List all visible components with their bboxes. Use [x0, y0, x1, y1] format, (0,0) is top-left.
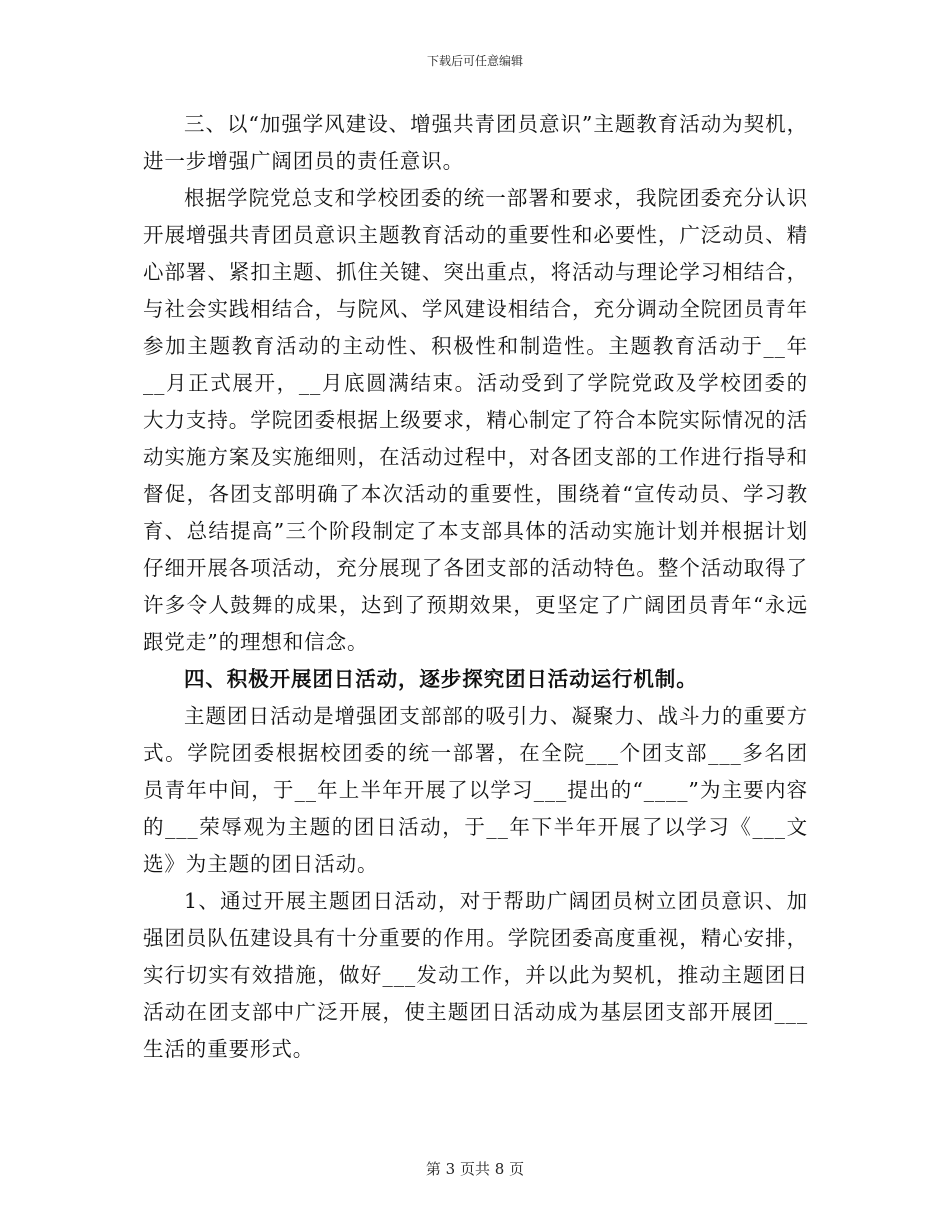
- page-header: 下载后可任意编辑: [426, 54, 523, 68]
- page-footer: 第 3 页共 8 页: [425, 1160, 525, 1178]
- body-text: [143, 106, 808, 1068]
- paragraph: 1、通过开展主题团日活动，对于帮助广阔团员树立团员意识、加强团员队伍建设具有十分重要的作用。学院团委高度重视，精心安排，实行切实有效措施，做好___发动工作，并以此为契机，推动主题团日活动在团支部中广泛开展，使主题团日活动成为基层团支部开展团___生活的重要形式。: [143, 889, 808, 1061]
- section-heading-4: 四、积极开展团日活动，逐步探究团日活动运行机制。: [184, 667, 698, 691]
- paragraph: 主题团日活动是增强团支部部的吸引力、凝聚力、战斗力的重要方式。学院团委根据校团委的统一部署，在全院___个团支部___多名团员青年中间，于__年上半年开展了以学习___提出的“____”为主要内容的___荣辱观为主题的团日活动，于__年下半年开展了以学习《___文选》为主题的团日活动。: [143, 704, 808, 876]
- paragraph: 根据学院党总支和学校团委的统一部署和要求，我院团委充分认识开展增强共青团员意识主题教育活动的重要性和必要性，广泛动员、精心部署、紧扣主题、抓住关键、突出重点，将活动与理论学习相结合，与社会实践相结合，与院风、学风建设相结合，充分调动全院团员青年参加主题教育活动的主动性、积极性和制造性。主题教育活动于__年__月正式展开，__月底圆满结束。活动受到了学院党政及学校团委的大力支持。学院团委根据上级要求，精心制定了符合本院实际情况的活动实施方案及实施细则，在活动过程中，对各团支部的工作进行指导和督促，各团支部明确了本次活动的重要性，围绕着“宣传动员、学习教育、总结提高”三个阶段制定了本支部具体的活动实施计划并根据计划仔细开展各项活动，充分展现了各团支部的活动特色。整个活动取得了许多令人鼓舞的成果，达到了预期效果，更坚定了广阔团员青年“永远跟党走”的理想和信念。: [143, 186, 808, 654]
- section-heading-3: 三、以“加强学风建设、增强共青团员意识”主题教育活动为契机，进一步增强广阔团员的责任意识。: [143, 112, 808, 173]
